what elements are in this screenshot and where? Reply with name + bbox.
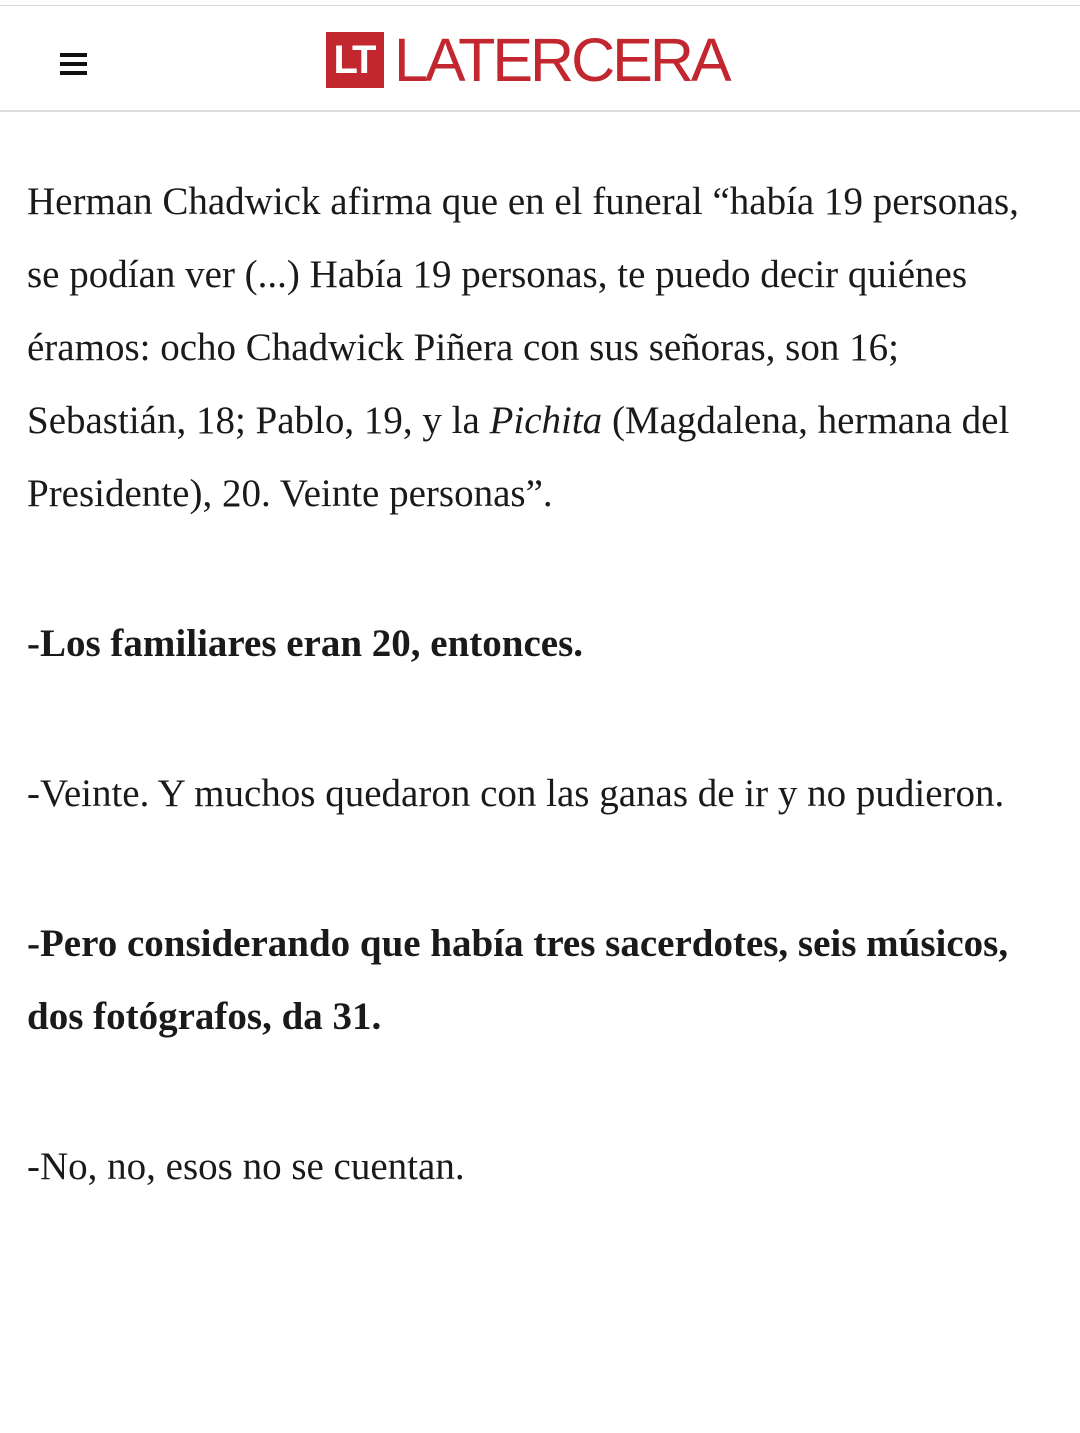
- logo-text: LATERCERA: [394, 26, 729, 94]
- logo-mark: LT: [326, 32, 384, 88]
- paragraph-tail: (Magdalena, hermana del Presidente), 20. Veinte personas”.: [27, 399, 1010, 515]
- site-logo[interactable]: [326, 26, 729, 94]
- hamburger-menu-icon[interactable]: [56, 48, 92, 80]
- paragraph-lead: Herman Chadwick afirma que en el funeral “había 19 personas, se podían ver (...) Había 19 personas, te puedo decir quiénes éramos: ocho Chadwick Piñera con sus señoras, son 16; Sebastián, 18; Pablo, 19, y la: [27, 180, 1019, 442]
- italic-nickname: Pichita: [489, 399, 603, 442]
- interview-answer: -Veinte. Y muchos quedaron con las ganas de ir y no pudieron.: [27, 772, 1005, 815]
- article-paragraph: [27, 165, 1057, 530]
- site-header: [0, 6, 1080, 112]
- article-body: [27, 165, 1057, 1203]
- interview-question: -Los familiares eran 20, entonces.: [27, 622, 584, 665]
- interview-question: -Pero considerando que había tres sacerdotes, seis músicos, dos fotógrafos, da 31.: [27, 922, 1009, 1038]
- interview-answer: -No, no, esos no se cuentan.: [27, 1145, 465, 1188]
